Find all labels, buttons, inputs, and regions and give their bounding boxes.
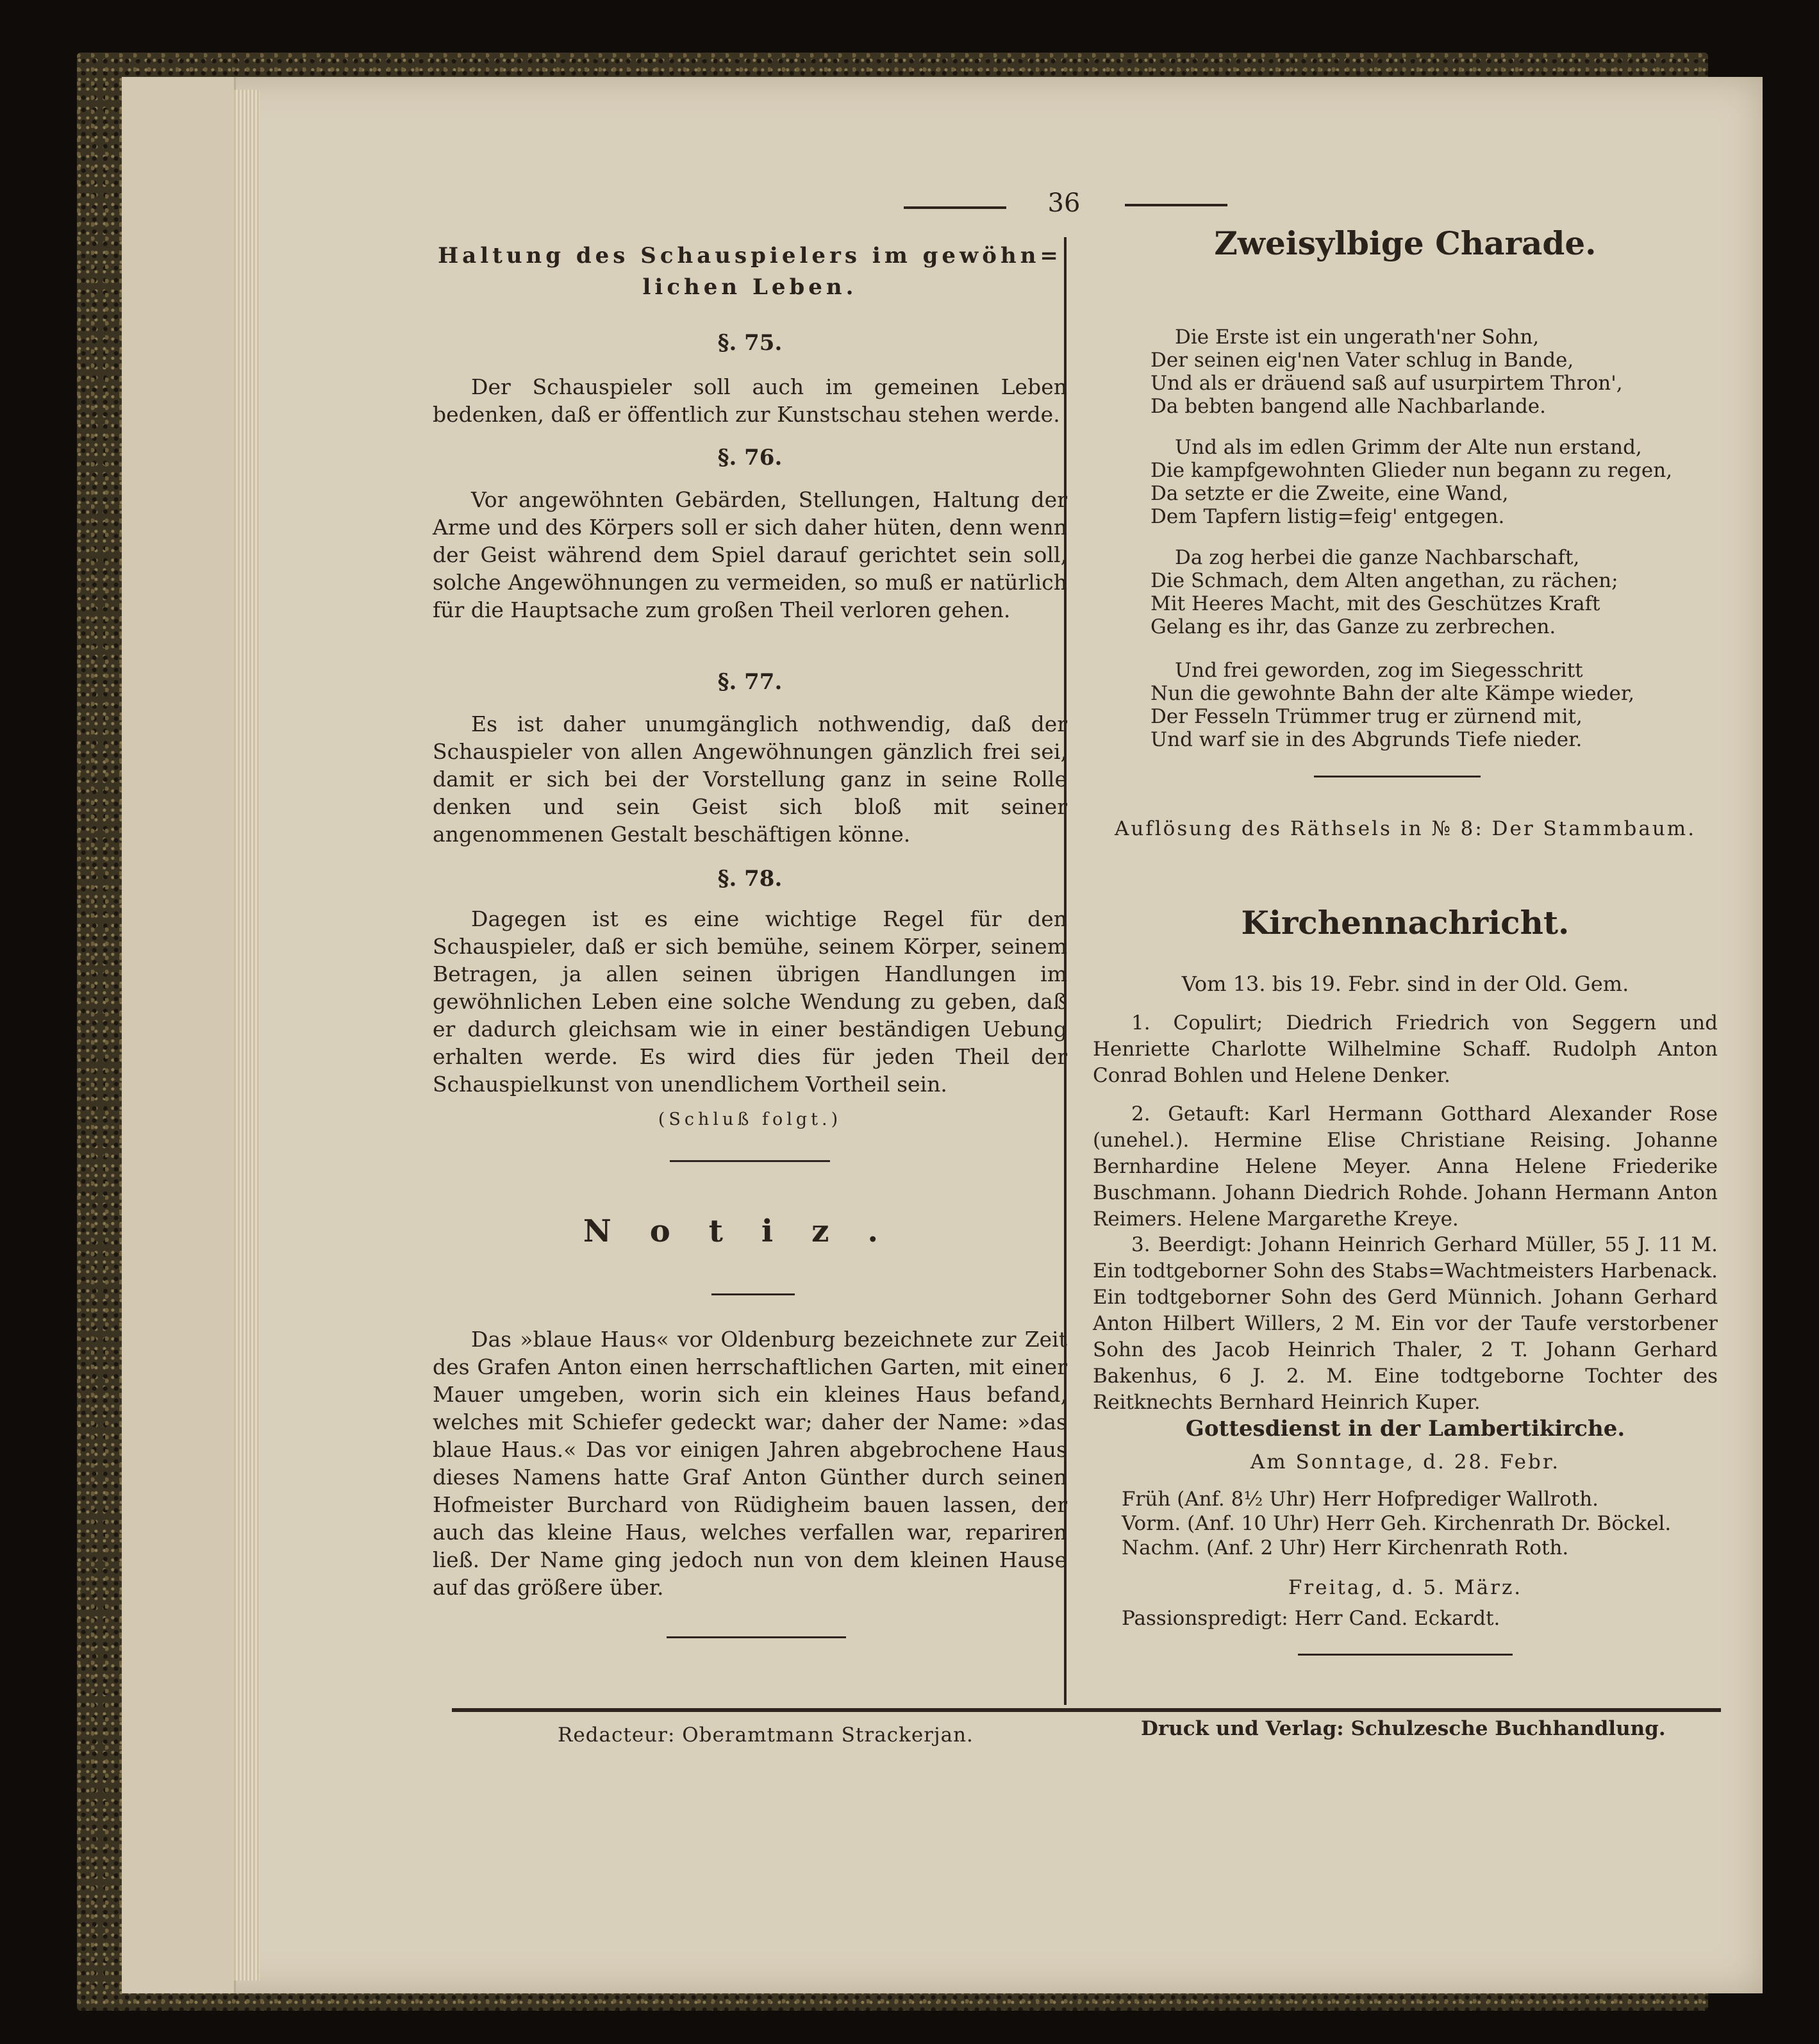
service-item: Nachm. (Anf. 2 Uhr) Herr Kirchenrath Roth. [1122,1536,1569,1559]
passion-line: Passionspredigt: Herr Cand. Eckardt. [1122,1607,1500,1630]
charade-stanza-4 [1150,659,1634,751]
sonntag-line: Am Sonntage, d. 28. Febr. [1250,1450,1561,1474]
charade-stanza-1 [1150,326,1623,418]
stanza-line: Die kampfgewohnten Glieder nun begann zu regen, [1150,459,1673,482]
kirchennachricht-title: Kirchennachricht. [1241,904,1570,942]
charade-stanza-2 [1150,436,1672,528]
paragraph-77-number: §. 77. [717,669,783,695]
stanza-line: Da zog herbei die ganze Nachbarschaft, [1175,546,1580,569]
notiz-text: Das »blaue Haus« vor Oldenburg bezeichnete zur Zeit des Grafen Anton einen herrschaftlichen Garten, mit einer Mauer umgeben, worin sich ein kleines Haus befand, welches mit Schiefer gedeckt war; daher der Name: »das blaue Haus.« Das vor einigen Jahren abgebrochene Haus dieses Namens hatte Graf Anton Günther durch seinen Hofmeister Burchard von Rüdigheim bauen lassen, der auch das kleine Haus, welches verfallen war, repariren ließ. Der Name ging jedoch nun von dem kleinen Hause auf das größere über. [433,1327,1067,1600]
stanza-line: Der seinen eig'nen Vater schlug in Bande, [1150,349,1574,372]
stanza-line: Da bebten bangend alle Nachbarlande. [1150,395,1546,418]
paragraph-78-text: Dagegen ist es eine wichtige Regel für den Schauspieler, daß er sich bemühe, seinem Körper, seinem Betragen, ja allen seinen übrigen Handlungen im gewöhnlichen Leben eine solche Wendung zu geben, daß er dadurch gleichsam wie in einer beständigen Uebung erhalten werde. Es wird dies für jeden Theil der Schauspielkunst von unendlichem Vortheil sein. [433,906,1067,1097]
stanza-line: Gelang es ihr, das Ganze zu zerbrechen. [1150,615,1556,638]
continued-note: (Schluß folgt.) [658,1109,842,1129]
kirchennachricht-intro: Vom 13. bis 19. Febr. sind in der Old. Gem. [1181,972,1629,996]
charade-title: Zweisylbige Charade. [1214,224,1597,262]
header-rule-right [1125,204,1227,206]
charade-stanza-3 [1150,546,1618,638]
freitag-line: Freitag, d. 5. März. [1288,1576,1523,1599]
header-rule-left [904,206,1006,209]
stanza-line: Und als im edlen Grimm der Alte nun erstand, [1175,436,1642,459]
section-title-line-1: Haltung des Schauspielers im gewöhn= [438,243,1062,269]
stanza-line: Dem Tapfern listig=feig' entgegen. [1150,505,1505,528]
service-list [1122,1487,1671,1560]
page-number: 36 [1047,188,1081,218]
getauft-entry: 2. Getauft: Karl Hermann Gotthard Alexander Rose (unehel.). Hermine Elise Christiane Reising. Johanne Bernhardine Helene Meyer. Anna Helene Friederike Buschmann. Johann Diedrich Rohde. Johann Hermann Anton Reimers. Helene Margarethe Kreye. [1093,1102,1718,1231]
stanza-line: Mit Heeres Macht, mit des Geschützes Kraft [1150,592,1600,615]
stanza-line: Nun die gewohnte Bahn der alte Kämpe wieder, [1150,682,1635,705]
service-item: Früh (Anf. 8½ Uhr) Herr Hofprediger Wallroth. [1122,1488,1599,1511]
paragraph-75-number: §. 75. [717,330,783,356]
stanza-line: Und frei geworden, zog im Siegesschritt [1175,659,1583,682]
paragraph-78-number: §. 78. [717,866,783,892]
beerdigt-entry: 3. Beerdigt: Johann Heinrich Gerhard Müller, 55 J. 11 M. Ein todtgeborner Sohn des Stabs=Wachtmeisters Harbenack. Ein todtgeborner Sohn des Gerd Münnich. Johann Gerhard Anton Hilbert Willers, 2 M. Ein vor der Taufe verstorbener Sohn des Jacob Heinrich Thaler, 2 T. Johann Gerhard Bakenhus, 6 J. 2. M. Eine todtgeborne Tochter des Reitknechts Bernhard Heinrich Kuper. [1093,1233,1718,1414]
stanza-line: Und warf sie in des Abgrunds Tiefe nieder. [1150,728,1582,751]
right-separator-1 [1314,776,1481,777]
stanza-line: Der Fesseln Trümmer trug er zürnend mit, [1150,705,1582,728]
notiz-title: Notiz. [583,1213,917,1249]
redacteur-line: Redacteur: Oberamtmann Strackerjan. [558,1724,974,1747]
copulirt-entry: 1. Copulirt; Diedrich Friedrich von Seggern und Henriette Charlotte Wilhelmine Schaff. Rudolph Anton Conrad Bohlen und Helene Denker. [1093,1011,1718,1087]
right-separator-2 [1298,1654,1513,1656]
druck-line: Druck und Verlag: Schulzesche Buchhandlung. [1141,1717,1666,1740]
left-separator-1 [670,1160,830,1162]
paragraph-76-number: §. 76. [717,445,783,470]
footer-rule [452,1708,1721,1712]
section-title [433,242,1067,301]
gottesdienst-title: Gottesdienst in der Lambertikirche. [1185,1416,1625,1442]
stanza-line: Und als er dräuend saß auf usurpirtem Thron', [1150,372,1623,395]
paragraph-77-text: Es ist daher unumgänglich nothwendig, daß der Schauspieler von allen Angewöhnungen gänzlich frei sei, damit er sich bei der Vorstellung ganz in seine Rolle denken und sein Geist sich bloß mit seiner angenommenen Gestalt beschäftigen könne. [433,711,1067,847]
paragraph-75-text: Der Schauspieler soll auch im gemeinen Leben bedenken, daß er öffentlich zur Kunstschau stehen werde. [433,374,1067,427]
stanza-line: Die Schmach, dem Alten angethan, zu rächen; [1150,569,1618,592]
stanza-line: Die Erste ist ein ungerath'ner Sohn, [1175,326,1540,349]
service-item: Vorm. (Anf. 10 Uhr) Herr Geh. Kirchenrath Dr. Böckel. [1122,1512,1672,1535]
left-separator-2 [711,1293,795,1295]
riddle-solution: Auflösung des Räthsels in № 8: Der Stammbaum. [1114,817,1697,840]
left-separator-3 [667,1636,846,1638]
section-title-line-2: lichen Leben. [642,274,858,300]
stanza-line: Da setzte er die Zweite, eine Wand, [1150,482,1509,505]
paragraph-76-text: Vor angewöhnten Gebärden, Stellungen, Haltung der Arme und des Körpers soll er sich daher hüten, denn wenn der Geist während dem Spiel darauf gerichtet sein soll, solche Angewöhnungen zu vermeiden, so muß er natürlich für die Hauptsache zum großen Theil verloren gehen. [433,487,1067,622]
